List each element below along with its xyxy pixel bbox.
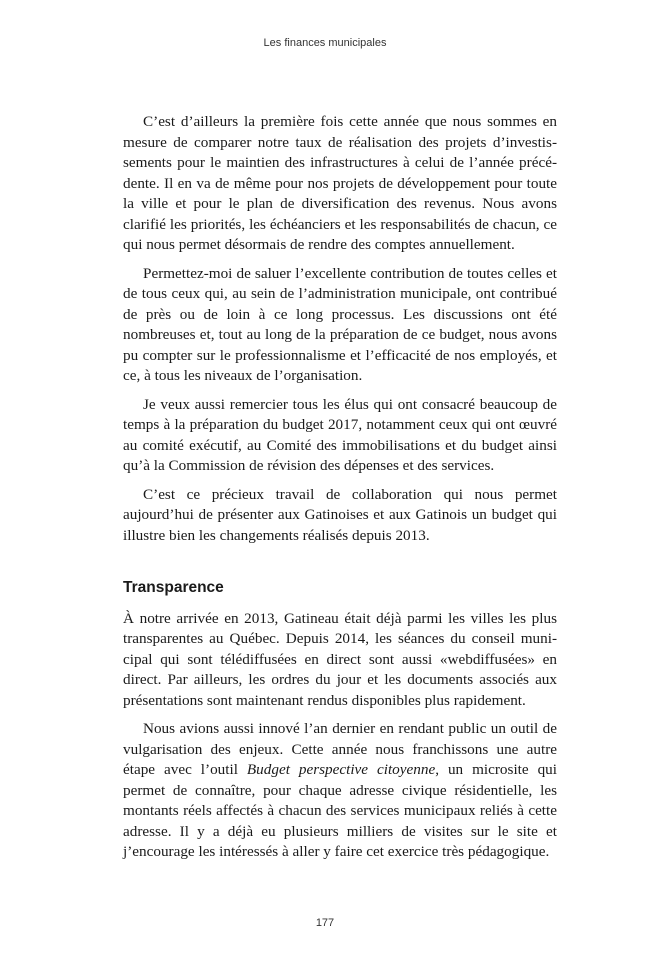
paragraph: C’est ce précieux travail de collaboration qui nous permet aujourd’hui de présenter aux Gatinoises et aux Gatinois un budget qui illustre bien les changements réalisés depuis 2013. (123, 485, 557, 544)
paragraph: À notre arrivée en 2013, Gatineau était déjà parmi les villes les plus transparentes au Québec. Depuis 2014, les séances du conseil municipal qui sont télédiffusées en direct sont aussi «webdiffusées» en direct. Par ailleurs, les ordres du jour et les documents associés aux présentations sont maintenant rendus disponibles plus rapidement. (123, 609, 557, 709)
paragraph (123, 719, 557, 863)
paragraph-text: Nous avions aussi innové l’an dernier en rendant public un outil de vulgarisation des enjeux. Cette année nous franchissons une autre étape avec l’outil (123, 720, 557, 778)
paragraph: C’est d’ailleurs la première fois cette année que nous sommes en mesure de comparer notre taux de réalisation des projets d’investissements pour le maintien des infrastructures à celui de l’année précédente. Il en va de même pour nos projets de développement pour toute la ville et pour le plan de diversification des revenus. Nous avons clarifié les priorités, les échéanciers et les responsabilités de chacun, ce qui nous permet désormais de rendre des comptes annuellement. (123, 113, 557, 253)
page-number: 177 (315, 917, 335, 929)
paragraph-text: , un microsite qui permet de connaître, pour chaque adresse civique résidentielle, les montants réels affectés à chacun des services municipaux reliés à cette adresse. Il y a déjà eu plusieurs milliers de visites sur le site et j’encourage les intéressés à aller y faire cet exercice très pédagogique. (123, 761, 557, 860)
body-text (123, 112, 557, 871)
running-header: Les finances municipales (263, 37, 387, 49)
paragraph: Permettez-moi de saluer l’excellente contribution de toutes celles et de tous ceux qui, au sein de l’administration municipale, ont contribué de près ou de loin à ce long processus. Les discussions ont été nombreuses et, tout au long de la préparation de ce budget, nous avons pu compter sur le professionnalisme et l’efficacité de nos employés, et ce, à tous les niveaux de l’organisation. (123, 264, 557, 384)
section-heading: Transparence (123, 579, 224, 596)
paragraph: Je veux aussi remercier tous les élus qui ont consacré beaucoup de temps à la préparation du budget 2017, notamment ceux qui ont œuvré au comité exécutif, au Comité des immobilisations et du budget ainsi qu’à la Commission de révision des dépenses et des services. (123, 395, 557, 474)
italic-title: Budget perspective citoyenne (246, 761, 436, 778)
